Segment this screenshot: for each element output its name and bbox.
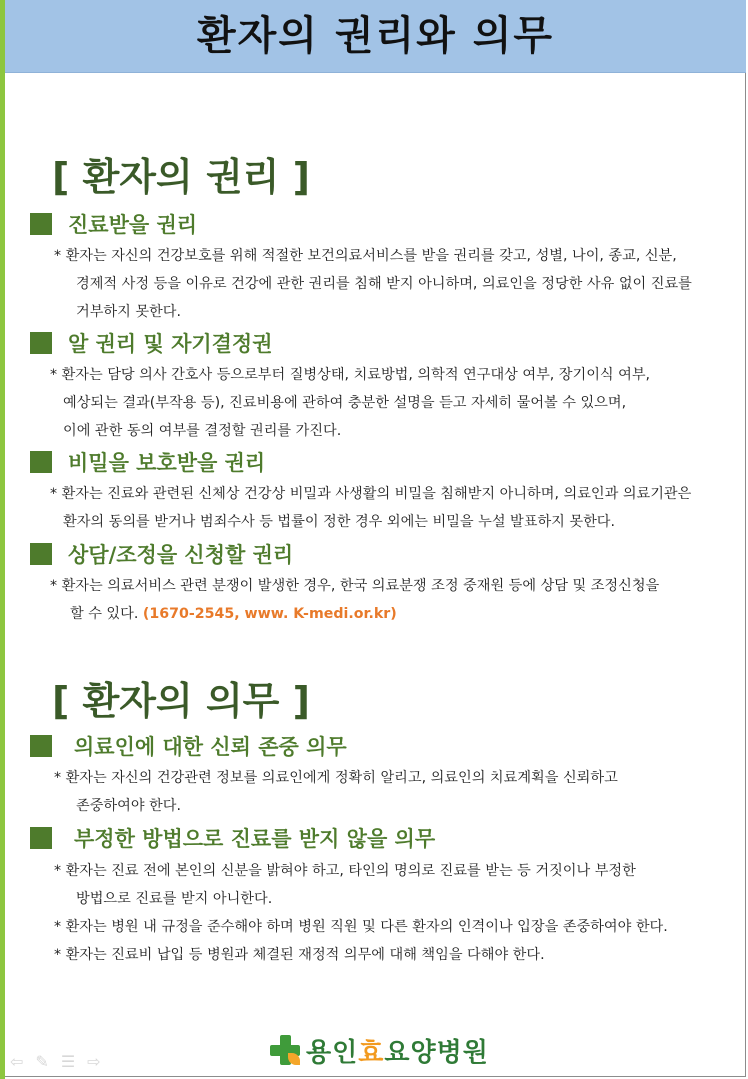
logo-text-accent: 효 xyxy=(358,1037,385,1068)
square-bullet-icon xyxy=(30,332,52,354)
menu-icon[interactable]: ☰ xyxy=(60,1052,76,1071)
rights-item-3-text xyxy=(50,480,691,536)
rights-item-4-label: 상담/조정을 신청할 권리 xyxy=(68,543,294,567)
square-bullet-icon xyxy=(30,543,52,565)
header xyxy=(5,0,746,73)
text-line-part: 할 수 있다. xyxy=(70,606,139,622)
arrow-left-icon[interactable]: ⇦ xyxy=(10,1052,24,1071)
duties-item-1-text xyxy=(54,764,618,820)
rights-item-3-heading xyxy=(30,449,265,475)
logo-text xyxy=(306,1032,489,1069)
text-line: 경제적 사정 등을 이유로 건강에 관한 권리를 침해 받지 아니하며, 의료인을 정당한 사유 없이 진료를 xyxy=(76,276,692,292)
pen-icon[interactable]: ✎ xyxy=(35,1052,49,1071)
rights-item-1-text xyxy=(54,242,692,326)
square-bullet-icon xyxy=(30,451,52,473)
hospital-logo xyxy=(268,1033,489,1067)
duties-item-1-heading xyxy=(30,733,347,759)
rights-item-2-text xyxy=(50,361,650,445)
page-title: 환자의 권리와 의무 xyxy=(197,13,554,59)
text-line: * 환자는 진료와 관련된 신체상 건강상 비밀과 사생활의 비밀을 침해받지 아니하며, 의료인과 의료기관은 xyxy=(50,486,692,502)
rights-item-2-heading xyxy=(30,330,273,356)
text-line: 환자의 동의를 받거나 범죄수사 등 법률이 정한 경우 외에는 비밀을 누설 발표하지 못한다. xyxy=(63,514,616,530)
rights-item-2-label: 알 권리 및 자기결정권 xyxy=(68,332,273,356)
rights-item-4-text xyxy=(50,572,659,628)
duties-title: [ 환자의 의무 ] xyxy=(52,679,310,723)
mediation-contact-link[interactable]: (1670-2545, www. K-medi.or.kr) xyxy=(142,606,397,622)
text-line: * 환자는 담당 의사 간호사 등으로부터 질병상태, 치료방법, 의학적 연구대상 여부, 장기이식 여부, xyxy=(50,367,651,383)
duties-item-2-heading xyxy=(30,825,435,851)
rights-item-1-label: 진료받을 권리 xyxy=(68,213,198,237)
logo-text-part: 요양병원 xyxy=(384,1037,489,1068)
left-accent-bar xyxy=(0,0,5,1079)
rights-item-4-heading xyxy=(30,541,293,567)
text-line: 이에 관한 동의 여부를 결정할 권리를 가진다. xyxy=(63,423,342,439)
rights-item-3-label: 비밀을 보호받을 권리 xyxy=(68,451,266,475)
text-line: * 환자는 진료비 납입 등 병원과 체결된 재정적 의무에 대해 책임을 다해야 한다. xyxy=(54,947,545,963)
slide-nav xyxy=(10,1052,101,1071)
text-line: * 환자는 자신의 건강관련 정보를 의료인에게 정확히 알리고, 의료인의 치료계획을 신뢰하고 xyxy=(54,770,618,786)
rights-title: [ 환자의 권리 ] xyxy=(52,155,310,199)
square-bullet-icon xyxy=(30,827,52,849)
text-line: * 환자는 자신의 건강보호를 위해 적절한 보건의료서비스를 받을 권리를 갖고, 성별, 나이, 종교, 신분, xyxy=(54,248,677,264)
text-line: * 환자는 진료 전에 본인의 신분을 밝혀야 하고, 타인의 명의로 진료를 받는 등 거짓이나 부정한 xyxy=(54,863,636,879)
text-line: 방법으로 진료를 받지 아니한다. xyxy=(76,891,273,907)
rights-item-1-heading xyxy=(30,211,197,237)
cross-logo-icon xyxy=(268,1033,302,1067)
arrow-right-icon[interactable]: ⇨ xyxy=(87,1052,101,1071)
text-line: 예상되는 결과(부작용 등), 진료비용에 관하여 충분한 설명을 듣고 자세히 물어볼 수 있으며, xyxy=(63,395,627,411)
logo-text-part: 용인 xyxy=(306,1037,359,1068)
duties-item-2-label: 부정한 방법으로 진료를 받지 않을 의무 xyxy=(74,827,436,851)
square-bullet-icon xyxy=(30,735,52,757)
duties-item-2-text xyxy=(54,857,668,969)
text-line: 존중하여야 한다. xyxy=(76,798,181,814)
text-line: 거부하지 못한다. xyxy=(76,304,181,320)
text-line: * 환자는 의료서비스 관련 분쟁이 발생한 경우, 한국 의료분쟁 조정 중재원 등에 상담 및 조정신청을 xyxy=(50,578,660,594)
text-line xyxy=(50,600,659,628)
text-line: * 환자는 병원 내 규정을 준수해야 하며 병원 직원 및 다른 환자의 인격이나 입장을 존중하여야 한다. xyxy=(54,919,668,935)
square-bullet-icon xyxy=(30,213,52,235)
duties-item-1-label: 의료인에 대한 신뢰 존중 의무 xyxy=(74,735,347,759)
